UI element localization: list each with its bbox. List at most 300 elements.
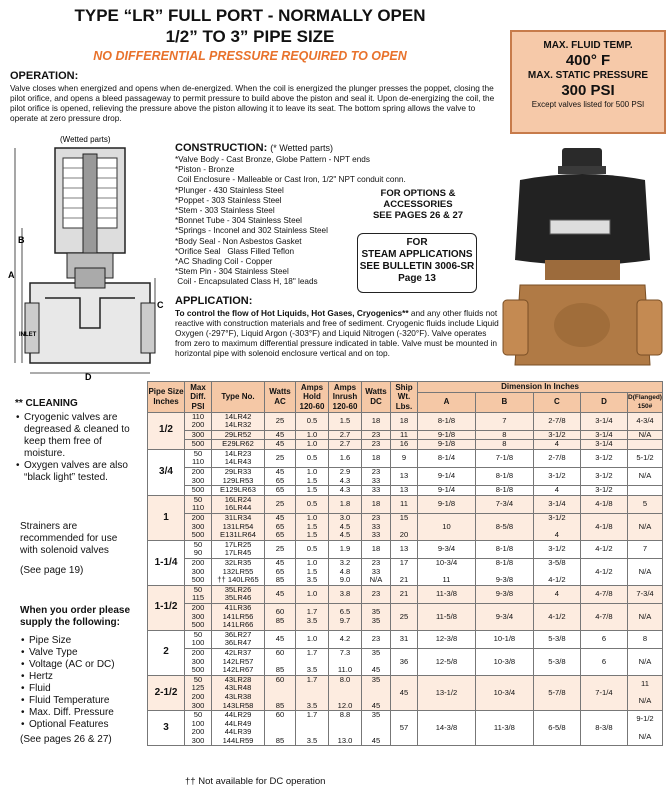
col-watts-ac: Watts AC [265, 382, 296, 413]
construction-item: *AC Shading Coil - Copper [175, 257, 273, 267]
cell-type: 44LR29 44LR49 44LR39 144LR59 [212, 711, 265, 746]
cell-b: 8-1/8 [475, 486, 533, 496]
construction-item: *Plunger - 430 Stainless Steel [175, 185, 284, 195]
cell-wac: 65 [265, 486, 296, 496]
cell-dfl: 7 [628, 540, 663, 558]
cell-d: 6 [580, 630, 627, 648]
cell-wdc: 23 [362, 440, 391, 450]
order-item: • Pipe Size [29, 635, 140, 647]
cell-psi: 200 300 500 [185, 514, 212, 541]
cell-dfl [628, 440, 663, 450]
cell-a: 12-3/8 [418, 630, 476, 648]
cell-wdc: 35 35 [362, 603, 391, 630]
cell-inrush: 1.6 [329, 449, 362, 467]
cell-a: 12-5/8 [418, 648, 476, 675]
col-pipe: Pipe Size Inches [148, 382, 185, 413]
cell-a: 9-1/4 [418, 468, 476, 486]
construction-note: (* Wetted parts) [270, 143, 334, 153]
cell-type: 29LR52 [212, 430, 265, 440]
cell-inrush: 4.3 [329, 486, 362, 496]
cell-wdc: 23 [362, 430, 391, 440]
cell-dfl: N/A [628, 648, 663, 675]
cell-ship: 57 [391, 711, 418, 746]
diagram-label-b: B [18, 235, 25, 245]
valve-cross-section-diagram [5, 128, 165, 380]
order-list [20, 635, 140, 731]
cell-ship: 11 [391, 495, 418, 513]
cell-wac: 45 65 65 [265, 514, 296, 541]
cell-wdc: 18 [362, 449, 391, 467]
cell-pipe-size: 1 [148, 495, 185, 540]
cell-type: 14LR23 14LR43 [212, 449, 265, 467]
cell-c: 2-7/8 [533, 449, 580, 467]
col-amps-inrush: Amps Inrush 120-60 [329, 382, 362, 413]
cell-wac: 60 85 [265, 711, 296, 746]
col-dim-b: B [475, 392, 533, 412]
cell-dfl: N/A [628, 559, 663, 586]
cell-type: 14LR42 14LR32 [212, 412, 265, 430]
cell-c: 4 [533, 585, 580, 603]
table-row [148, 585, 663, 603]
cell-a: 8-1/8 [418, 412, 476, 430]
cell-d: 4-7/8 [580, 603, 627, 630]
cell-hold: 1.7 3.5 [296, 675, 329, 710]
cell-hold: 0.5 [296, 540, 329, 558]
cell-dfl: 8 [628, 630, 663, 648]
cell-c: 3-1/2 [533, 468, 580, 486]
cell-wac: 45 65 [265, 468, 296, 486]
strainers-see: (See page 19) [20, 565, 84, 576]
cell-c: 4-1/2 [533, 603, 580, 630]
fluid-temp-value: 400° F [565, 52, 611, 69]
cell-b: 8 [475, 440, 533, 450]
cell-psi: 50 100 200 300 [185, 711, 212, 746]
cell-inrush: 2.7 [329, 430, 362, 440]
cell-dfl: 4-3/4 [628, 412, 663, 430]
cell-wdc: 18 [362, 540, 391, 558]
cell-type: 43LR28 43LR48 43LR38 143LR58 [212, 675, 265, 710]
cell-psi: 50 110 [185, 495, 212, 513]
cell-hold: 1.0 [296, 585, 329, 603]
cell-a: 11-5/8 [418, 603, 476, 630]
cell-dfl: N/A [628, 603, 663, 630]
cell-ship: 9 [391, 449, 418, 467]
cell-wdc: 35 45 [362, 648, 391, 675]
cell-c: 3-1/2 [533, 430, 580, 440]
cell-d: 4-1/8 [580, 514, 627, 541]
cell-d: 6 [580, 648, 627, 675]
cell-wac: 45 65 85 [265, 559, 296, 586]
cell-wdc: 23 [362, 630, 391, 648]
cell-b: 7-3/4 [475, 495, 533, 513]
diagram-label-a: A [8, 270, 15, 280]
cell-ship: 25 [391, 603, 418, 630]
cell-dfl: 5-1/2 [628, 449, 663, 467]
cell-a: 9-1/8 [418, 495, 476, 513]
cell-inrush: 7.3 11.0 [329, 648, 362, 675]
strainers-note [20, 521, 130, 577]
construction-heading: CONSTRUCTION: [175, 142, 268, 154]
cell-type: 17LR25 17LR45 [212, 540, 265, 558]
diagram-label-inlet: INLET [19, 332, 37, 338]
cell-hold: 0.5 [296, 412, 329, 430]
cell-b: 7-1/8 [475, 449, 533, 467]
application-bold: To control the flow of Hot Liquids, Hot Gases, Cryogenics** [175, 308, 409, 318]
table-row [148, 559, 663, 586]
cell-psi: 300 [185, 430, 212, 440]
specification-table-body [148, 412, 663, 746]
cell-d: 3-1/4 [580, 430, 627, 440]
table-row [148, 675, 663, 710]
order-item: • Max. Diff. Pressure [29, 707, 140, 719]
cell-pipe-size: 2 [148, 630, 185, 675]
cell-hold: 0.5 [296, 495, 329, 513]
cell-ship: 13 [391, 540, 418, 558]
cell-inrush: 2.9 4.3 [329, 468, 362, 486]
cell-psi: 50 125 200 300 [185, 675, 212, 710]
cell-c: 3-5/8 4-1/2 [533, 559, 580, 586]
cell-wac: 45 [265, 585, 296, 603]
table-row [148, 630, 663, 648]
cell-b: 10-3/8 [475, 648, 533, 675]
cell-ship: 18 [391, 412, 418, 430]
cell-wac: 60 85 [265, 603, 296, 630]
cell-inrush: 3.8 [329, 585, 362, 603]
cell-hold: 1.0 1.5 [296, 468, 329, 486]
cell-c: 5-3/8 [533, 630, 580, 648]
cell-ship: 36 [391, 648, 418, 675]
cell-hold: 1.7 3.5 [296, 648, 329, 675]
cell-type: 41LR36 141LR56 141LR66 [212, 603, 265, 630]
options-line-1: FOR OPTIONS & [380, 188, 456, 199]
construction-list [175, 155, 406, 288]
table-row [148, 449, 663, 467]
application-text [175, 308, 500, 358]
cell-wdc: 35 45 [362, 711, 391, 746]
cell-psi: 200 300 500 [185, 648, 212, 675]
construction-item: *Body Seal - Non Asbestos Gasket [175, 236, 302, 246]
cell-inrush: 3.2 4.8 9.0 [329, 559, 362, 586]
cell-a: 10 [418, 514, 476, 541]
cell-d: 3-1/2 [580, 486, 627, 496]
cell-hold: 1.0 1.5 3.5 [296, 559, 329, 586]
cell-inrush: 8.0 12.0 [329, 675, 362, 710]
col-dimensions: Dimension In Inches [418, 382, 663, 393]
cell-ship: 17 21 [391, 559, 418, 586]
cell-b: 8-1/8 9-3/8 [475, 559, 533, 586]
cell-type: 36LR27 36LR47 [212, 630, 265, 648]
cell-d: 3-1/2 [580, 468, 627, 486]
cell-wdc: 18 [362, 412, 391, 430]
cell-b: 8-1/8 [475, 468, 533, 486]
cell-b: 9-3/4 [475, 603, 533, 630]
cell-hold: 1.0 [296, 430, 329, 440]
spec-box [510, 30, 666, 134]
col-type: Type No. [212, 382, 265, 413]
cell-d: 7-1/4 [580, 675, 627, 710]
cell-psi: 200 300 [185, 468, 212, 486]
construction-section [175, 142, 406, 288]
order-item: • Fluid [29, 683, 140, 695]
cell-ship: 13 [391, 486, 418, 496]
cell-a: 11-3/8 [418, 585, 476, 603]
application-heading: APPLICATION: [175, 295, 253, 307]
cell-ship: 13 [391, 468, 418, 486]
construction-item: *Orifice Seal Glass Filled Teflon [175, 246, 295, 256]
cell-hold: 0.5 [296, 449, 329, 467]
cell-psi: 500 [185, 440, 212, 450]
steam-line-1: FOR [406, 237, 428, 248]
cell-wac: 45 [265, 430, 296, 440]
cell-psi: 50 100 [185, 630, 212, 648]
cell-wac: 25 [265, 540, 296, 558]
cell-wac: 45 [265, 630, 296, 648]
title-line-1: TYPE “LR” FULL PORT - NORMALLY OPEN [74, 6, 426, 25]
col-dim-d: D [580, 392, 627, 412]
cell-pipe-size: 3 [148, 711, 185, 746]
construction-item: *Poppet - 303 Stainless Steel [175, 195, 282, 205]
static-pressure-label: MAX. STATIC PRESSURE [527, 70, 649, 81]
cell-a: 9-1/8 [418, 430, 476, 440]
cell-type: 35LR26 35LR46 [212, 585, 265, 603]
cell-b: 8-5/8 [475, 514, 533, 541]
cell-b: 8-1/8 [475, 540, 533, 558]
cell-d: 4-1/8 [580, 495, 627, 513]
cell-ship: 16 [391, 440, 418, 450]
cell-dfl: N/A [628, 430, 663, 440]
cleaning-section [15, 398, 140, 484]
cell-wac: 45 [265, 440, 296, 450]
table-row [148, 540, 663, 558]
construction-item: *Valve Body - Cast Bronze, Globe Pattern - NPT ends [175, 155, 370, 164]
subtitle: NO DIFFERENTIAL PRESSURE REQUIRED TO OPEN [93, 49, 407, 63]
cell-hold: 1.5 [296, 486, 329, 496]
diagram-label-d: D [85, 372, 92, 380]
cell-c: 3-1/2 4 [533, 514, 580, 541]
cell-d: 4-1/2 [580, 559, 627, 586]
cell-b: 7 [475, 412, 533, 430]
order-item: • Hertz [29, 671, 140, 683]
cleaning-item: • Oxygen valves are also “black light” tested. [24, 460, 140, 484]
cell-type: E129LR63 [212, 486, 265, 496]
cell-d: 8-3/8 [580, 711, 627, 746]
cell-a: 14-3/8 [418, 711, 476, 746]
table-row [148, 648, 663, 675]
cell-type: 16LR24 16LR44 [212, 495, 265, 513]
cell-wdc: 23 33 N/A [362, 559, 391, 586]
cell-d: 3-1/4 [580, 440, 627, 450]
operation-text: Valve closes when energized and opens when de-energized. When the coil is energized the plunger presses the poppet, closing the pilot orifice, and opens a bleed passageway to permit pressure to build above the piston and seal it. Upon de-energizing the coil, the pilot orifice is opened, relieving the pressure above the piston allowing it to leave its seat. The bottom spring allows the valve to operate at zero pressure drop. [10, 83, 495, 123]
construction-item: *Piston - Bronze [175, 165, 235, 175]
cell-wdc: 23 [362, 585, 391, 603]
col-amps-hold: Amps Hold 120-60 [296, 382, 329, 413]
table-row [148, 412, 663, 430]
cell-c: 4 [533, 486, 580, 496]
cell-wac: 60 85 [265, 648, 296, 675]
steam-line-4: Page 13 [398, 273, 436, 284]
cell-dfl: 11 N/A [628, 675, 663, 710]
cell-pipe-size: 1/2 [148, 412, 185, 449]
cell-psi: 200 300 500 [185, 603, 212, 630]
cell-d: 4-1/2 [580, 540, 627, 558]
cell-ship: 15 20 [391, 514, 418, 541]
cell-hold: 1.0 [296, 630, 329, 648]
title-line-2: 1/2” TO 3” PIPE SIZE [165, 27, 335, 46]
cell-type: 31LR34 131LR54 E131LR64 [212, 514, 265, 541]
application-body: and any other fluids not reactive with construction materials and free of sediment. Cryogenic fluids include Liquid Oxygen (-297°F), Liquid Argon (-303°F) and Liquid Nitrogen (-320°F). Valve operates from zero to maximum differential pressure indicated in table. Valve must be mounted in horizontal pipe with solenoid enclosure vertical and on top. [175, 308, 499, 358]
construction-item: Coil - Encapsulated Class H, 18" leads [175, 277, 318, 287]
cell-wac: 25 [265, 412, 296, 430]
cell-psi: 50 115 [185, 585, 212, 603]
options-line-3: SEE PAGES 26 & 27 [372, 210, 464, 221]
steam-applications-box [357, 233, 477, 293]
cell-inrush: 2.7 [329, 440, 362, 450]
construction-item: *Bonnet Tube - 304 Stainless Steel [175, 216, 302, 226]
cell-hold: 1.7 3.5 [296, 603, 329, 630]
cell-a: 9-3/4 [418, 540, 476, 558]
cell-wac: 60 85 [265, 675, 296, 710]
static-pressure-value: 300 PSI [561, 82, 615, 99]
table-row [148, 711, 663, 746]
cell-ship: 21 [391, 585, 418, 603]
cell-b: 8 [475, 430, 533, 440]
cell-dfl: 7-3/4 [628, 585, 663, 603]
steam-line-2: STEAM APPLICATIONS [361, 249, 473, 260]
table-row [148, 514, 663, 541]
cell-wdc: 23 33 33 [362, 514, 391, 541]
cell-b: 10-3/4 [475, 675, 533, 710]
options-note [368, 188, 468, 221]
cell-d: 3-1/4 [580, 412, 627, 430]
cell-inrush: 3.0 4.5 4.5 [329, 514, 362, 541]
table-row [148, 603, 663, 630]
cell-b: 11-3/8 [475, 711, 533, 746]
specification-table [147, 381, 663, 746]
cell-c: 5-7/8 [533, 675, 580, 710]
cell-wdc: 18 [362, 495, 391, 513]
cell-wdc: 33 [362, 486, 391, 496]
cell-b: 9-3/8 [475, 585, 533, 603]
table-row [148, 486, 663, 496]
construction-item: *Stem Pin - 304 Stainless Steel [175, 267, 289, 277]
cell-inrush: 8.8 13.0 [329, 711, 362, 746]
construction-item: *Stem - 303 Stainless Steel [175, 206, 275, 216]
cleaning-heading: ** CLEANING [15, 398, 78, 409]
construction-item: *Springs - Inconel and 302 Stainless Steel [175, 226, 328, 236]
cell-psi: 200 300 500 [185, 559, 212, 586]
cell-type: 42LR37 142LR57 142LR67 [212, 648, 265, 675]
spec-box-note: Except valves listed for 500 PSI [531, 100, 645, 109]
cell-type: E29LR62 [212, 440, 265, 450]
cell-wdc: 35 45 [362, 675, 391, 710]
cell-wac: 25 [265, 449, 296, 467]
cell-inrush: 1.8 [329, 495, 362, 513]
cell-c: 2-7/8 [533, 412, 580, 430]
diagram-wetted-note: (Wetted parts) [60, 135, 111, 144]
cell-type: 32LR35 132LR55 †† 140LR65 [212, 559, 265, 586]
cell-psi: 50 90 [185, 540, 212, 558]
order-item: • Fluid Temperature [29, 695, 140, 707]
table-row [148, 468, 663, 486]
order-item: • Valve Type [29, 647, 140, 659]
cell-hold: 1.7 3.5 [296, 711, 329, 746]
cell-d: 4-7/8 [580, 585, 627, 603]
cell-dfl: N/A [628, 468, 663, 486]
table-row [148, 495, 663, 513]
construction-item: Coil Enclosure - Malleable or Cast Iron, 1/2" NPT conduit conn. [175, 175, 406, 185]
cell-c: 3-1/2 [533, 540, 580, 558]
cell-dfl [628, 486, 663, 496]
cell-hold: 1.0 1.5 1.5 [296, 514, 329, 541]
strainers-text: Strainers are recommended for use with solenoid valves [20, 521, 118, 556]
cell-ship: 11 [391, 430, 418, 440]
col-psi: Max Diff. PSI [185, 382, 212, 413]
cell-b: 10-1/8 [475, 630, 533, 648]
cell-a: 13-1/2 [418, 675, 476, 710]
order-item: • Optional Features [29, 719, 140, 731]
cell-wac: 25 [265, 495, 296, 513]
order-section [20, 605, 140, 746]
cell-psi: 110 200 [185, 412, 212, 430]
cell-inrush: 4.2 [329, 630, 362, 648]
order-heading: When you order please supply the following: [20, 605, 131, 628]
cell-pipe-size: 2-1/2 [148, 675, 185, 710]
cell-ship: 31 [391, 630, 418, 648]
options-line-2: ACCESSORIES [383, 199, 453, 210]
cell-psi: 500 [185, 486, 212, 496]
cell-inrush: 6.5 9.7 [329, 603, 362, 630]
cell-d: 3-1/2 [580, 449, 627, 467]
col-dim-c: C [533, 392, 580, 412]
cell-a: 10-3/4 11 [418, 559, 476, 586]
cell-ship: 45 [391, 675, 418, 710]
cell-a: 9-1/4 [418, 486, 476, 496]
cell-psi: 50 110 [185, 449, 212, 467]
order-see: (See pages 26 & 27) [20, 734, 112, 745]
diagram-label-c: C [157, 300, 164, 310]
footnote: †† Not available for DC operation [185, 776, 326, 787]
cell-pipe-size: 1-1/4 [148, 540, 185, 585]
col-dim-d-flanged: D(Flanged) 150# [628, 393, 662, 410]
fluid-temp-label: MAX. FLUID TEMP. [543, 40, 633, 51]
cell-wdc: 23 33 [362, 468, 391, 486]
cell-a: 9-1/8 [418, 440, 476, 450]
cell-c: 5-3/8 [533, 648, 580, 675]
order-item: • Voltage (AC or DC) [29, 659, 140, 671]
cell-pipe-size: 3/4 [148, 449, 185, 495]
cell-c: 6-5/8 [533, 711, 580, 746]
table-row [148, 440, 663, 450]
cell-a: 8-1/4 [418, 449, 476, 467]
cleaning-item: • Cryogenic valves are degreased & cleaned to keep them free of moisture. [24, 412, 140, 460]
col-watts-dc: Watts DC [362, 382, 391, 413]
operation-heading: OPERATION: [10, 70, 79, 82]
steam-line-3: SEE BULLETIN 3006-SR [359, 261, 475, 272]
cell-inrush: 1.9 [329, 540, 362, 558]
cell-c: 4 [533, 440, 580, 450]
valve-photo [500, 140, 665, 380]
cell-pipe-size: 1-1/2 [148, 585, 185, 630]
cell-c: 3-1/4 [533, 495, 580, 513]
cell-dfl: 9-1/2 N/A [628, 711, 663, 746]
cell-dfl: N/A [628, 514, 663, 541]
col-ship-wt: Ship Wt. Lbs. [391, 382, 418, 413]
cell-inrush: 1.5 [329, 412, 362, 430]
cell-type: 29LR33 129LR53 [212, 468, 265, 486]
col-dim-a: A [418, 392, 476, 412]
cell-hold: 1.0 [296, 440, 329, 450]
cell-dfl: 5 [628, 495, 663, 513]
